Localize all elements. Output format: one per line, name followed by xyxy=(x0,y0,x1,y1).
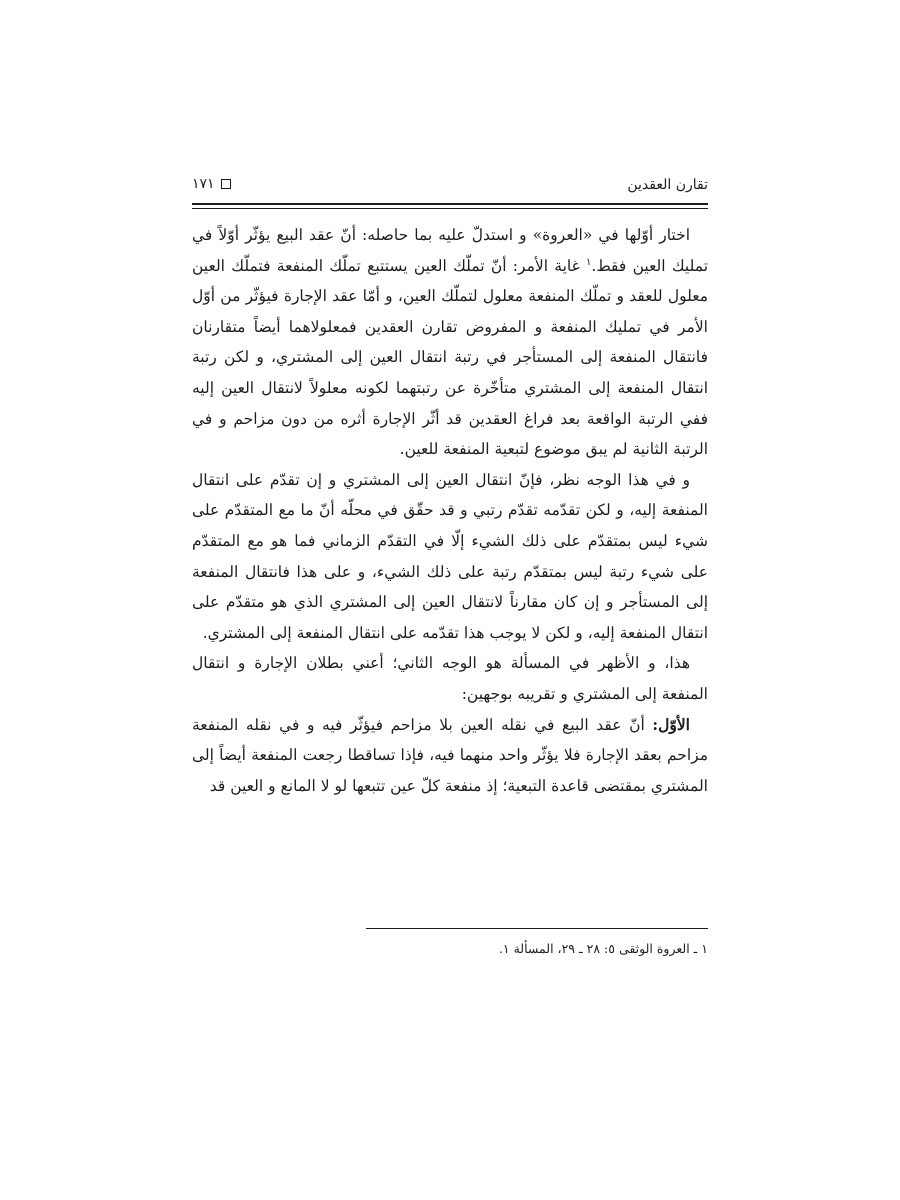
footnote-rule xyxy=(366,928,708,929)
paragraph-4-text: أنّ عقد البيع في نقله العين بلا مزاحم فيؤثّر فيه و في نقله المنفعة مزاحم بعقد الإجارة فلا يؤثّر واحد منهما فيه، فإذا تساقطا رجعت المنفعة أيضاً إلى المشتري بمقتضى قاعدة التبعية؛ إذ منفعة كلّ عين تتبعها لو لا المانع و العين قد xyxy=(192,715,708,795)
paragraph-1 xyxy=(192,220,708,465)
paragraph-1-before-note: اختار أوّلها في «العروة» و استدلّ عليه بما حاصله: أنّ عقد البيع يؤثّر أوّلاً في تمليك العين فقط. xyxy=(192,226,709,275)
body-text xyxy=(192,220,708,801)
paragraph-4-lead-term: الأوّل: xyxy=(652,714,690,734)
page-number: ١٧١ xyxy=(192,176,215,192)
header-rule-thin xyxy=(192,208,708,209)
footnote: ١ ـ العروة الوثقى ٥: ٢٨ ـ ٢٩، المسألة ١. xyxy=(498,941,708,956)
page-number-group xyxy=(192,175,231,193)
paragraph-3: هذا، و الأظهر في المسألة هو الوجه الثاني؛ أعني بطلان الإجارة و انتقال المنفعة إلى المشتري و تقريبه بوجهين: xyxy=(192,654,708,703)
running-title: تقارن العقدين xyxy=(627,177,708,193)
paragraph-1-after-note: غاية الأمر: أنّ تملّك العين يستتبع تملّك المنفعة فتملّك العين معلول للعقد و تملّك المنفعة معلول لتملّك العين، و أمّا عقد الإجارة فيؤثّر من أوّل الأمر في تمليك المنفعة و المفروض تقارن العقدين فمعلولاهما أيضاً متقارنان فانتقال المنفعة إلى المستأجر في رتبة انتقال العين إلى المشتري، و لكن رتبة انتقال المنفعة إلى المشتري متأخّرة عن رتبتهما لكونه معلولاً لانتقال العين إليه ففي الرتبة الواقعة بعد فراغ العقدين قد أثّر الإجارة أثره من دون مزاحم و في الرتبة الثانية لم يبق موضوع لتبعية المنفعة للعين. xyxy=(192,256,708,459)
paragraph-2: و في هذا الوجه نظر، فإنّ انتقال العين إلى المشتري و إن تقدّم على انتقال المنفعة إليه، و لكن تقدّمه تقدّم رتبي و قد حقّق في محلّه أنّ ما مع المتقدّم على شيء ليس بمتقدّم على ذلك الشيء إلّا في التقدّم الزماني فما هو مع المتقدّم على شيء رتبة ليس بمتقدّم رتبة على ذلك الشيء، و على هذا فانتقال المنفعة إلى المستأجر و إن كان مقارناً لانتقال العين إلى المشتري الذي هو متقدّم على انتقال المنفعة إليه، و لكن لا يوجب هذا تقدّمه على انتقال المنفعة إلى المشتري. xyxy=(192,470,708,642)
footnote-reference: ١ xyxy=(586,256,592,268)
page-header xyxy=(192,174,708,200)
header-rule-thick xyxy=(192,203,708,205)
paragraph-4 xyxy=(192,710,708,802)
square-box-icon xyxy=(221,179,231,189)
